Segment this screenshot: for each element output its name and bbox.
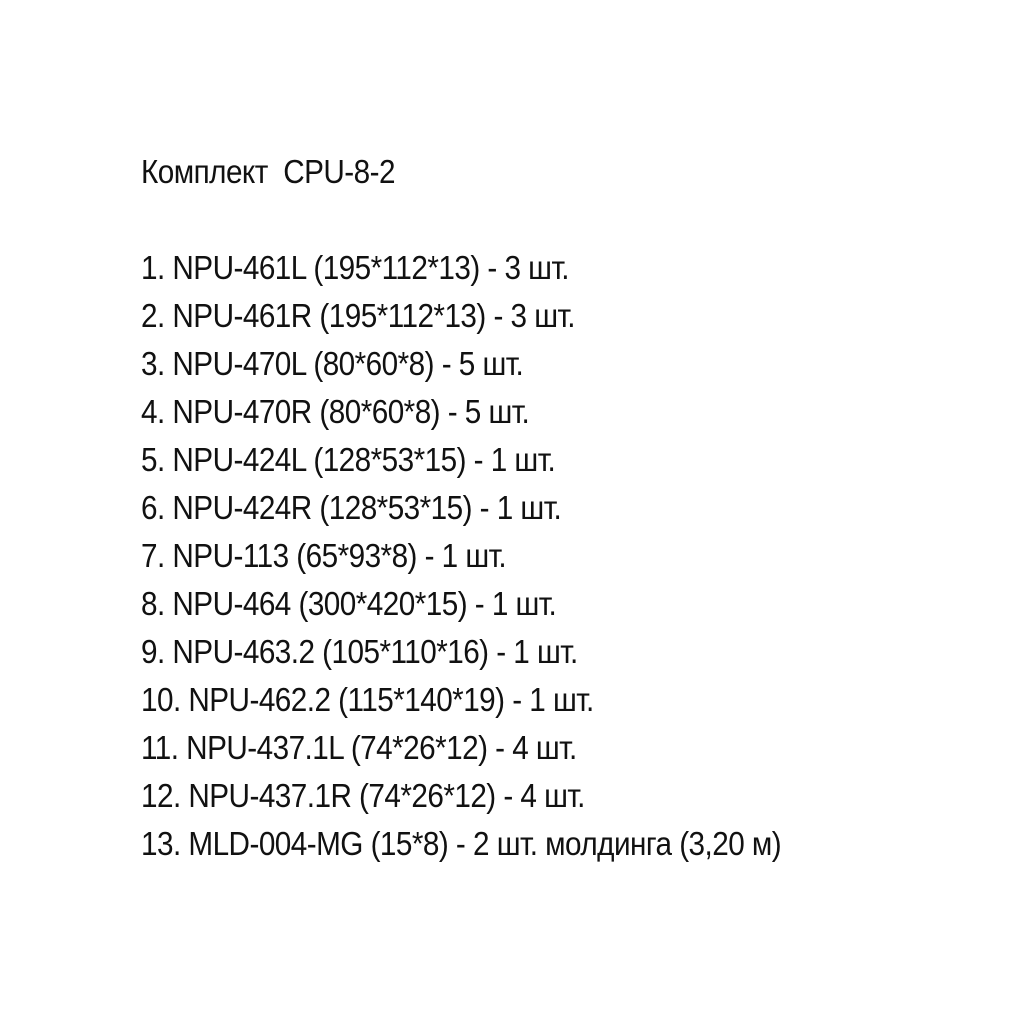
list-item: 3. NPU-470L (80*60*8) - 5 шт. [141,345,524,382]
spacer [141,196,1001,244]
document-title: Комплект CPU-8-2 [141,153,395,190]
list-item: 7. NPU-113 (65*93*8) - 1 шт. [141,537,507,574]
list-item: 5. NPU-424L (128*53*15) - 1 шт. [141,441,556,478]
items-list [141,244,1001,868]
document [141,148,1001,868]
list-item: 11. NPU-437.1L (74*26*12) - 4 шт. [141,729,577,766]
list-item: 4. NPU-470R (80*60*8) - 5 шт. [141,393,530,430]
list-item: 1. NPU-461L (195*112*13) - 3 шт. [141,249,569,286]
list-item: 8. NPU-464 (300*420*15) - 1 шт. [141,585,557,622]
list-item: 6. NPU-424R (128*53*15) - 1 шт. [141,489,562,526]
list-item: 10. NPU-462.2 (115*140*19) - 1 шт. [141,681,594,718]
list-item: 9. NPU-463.2 (105*110*16) - 1 шт. [141,633,578,670]
list-item: 2. NPU-461R (195*112*13) - 3 шт. [141,297,575,334]
list-item: 13. MLD-004-MG (15*8) - 2 шт. молдинга (3,20 м) [141,825,782,862]
list-item: 12. NPU-437.1R (74*26*12) - 4 шт. [141,777,585,814]
